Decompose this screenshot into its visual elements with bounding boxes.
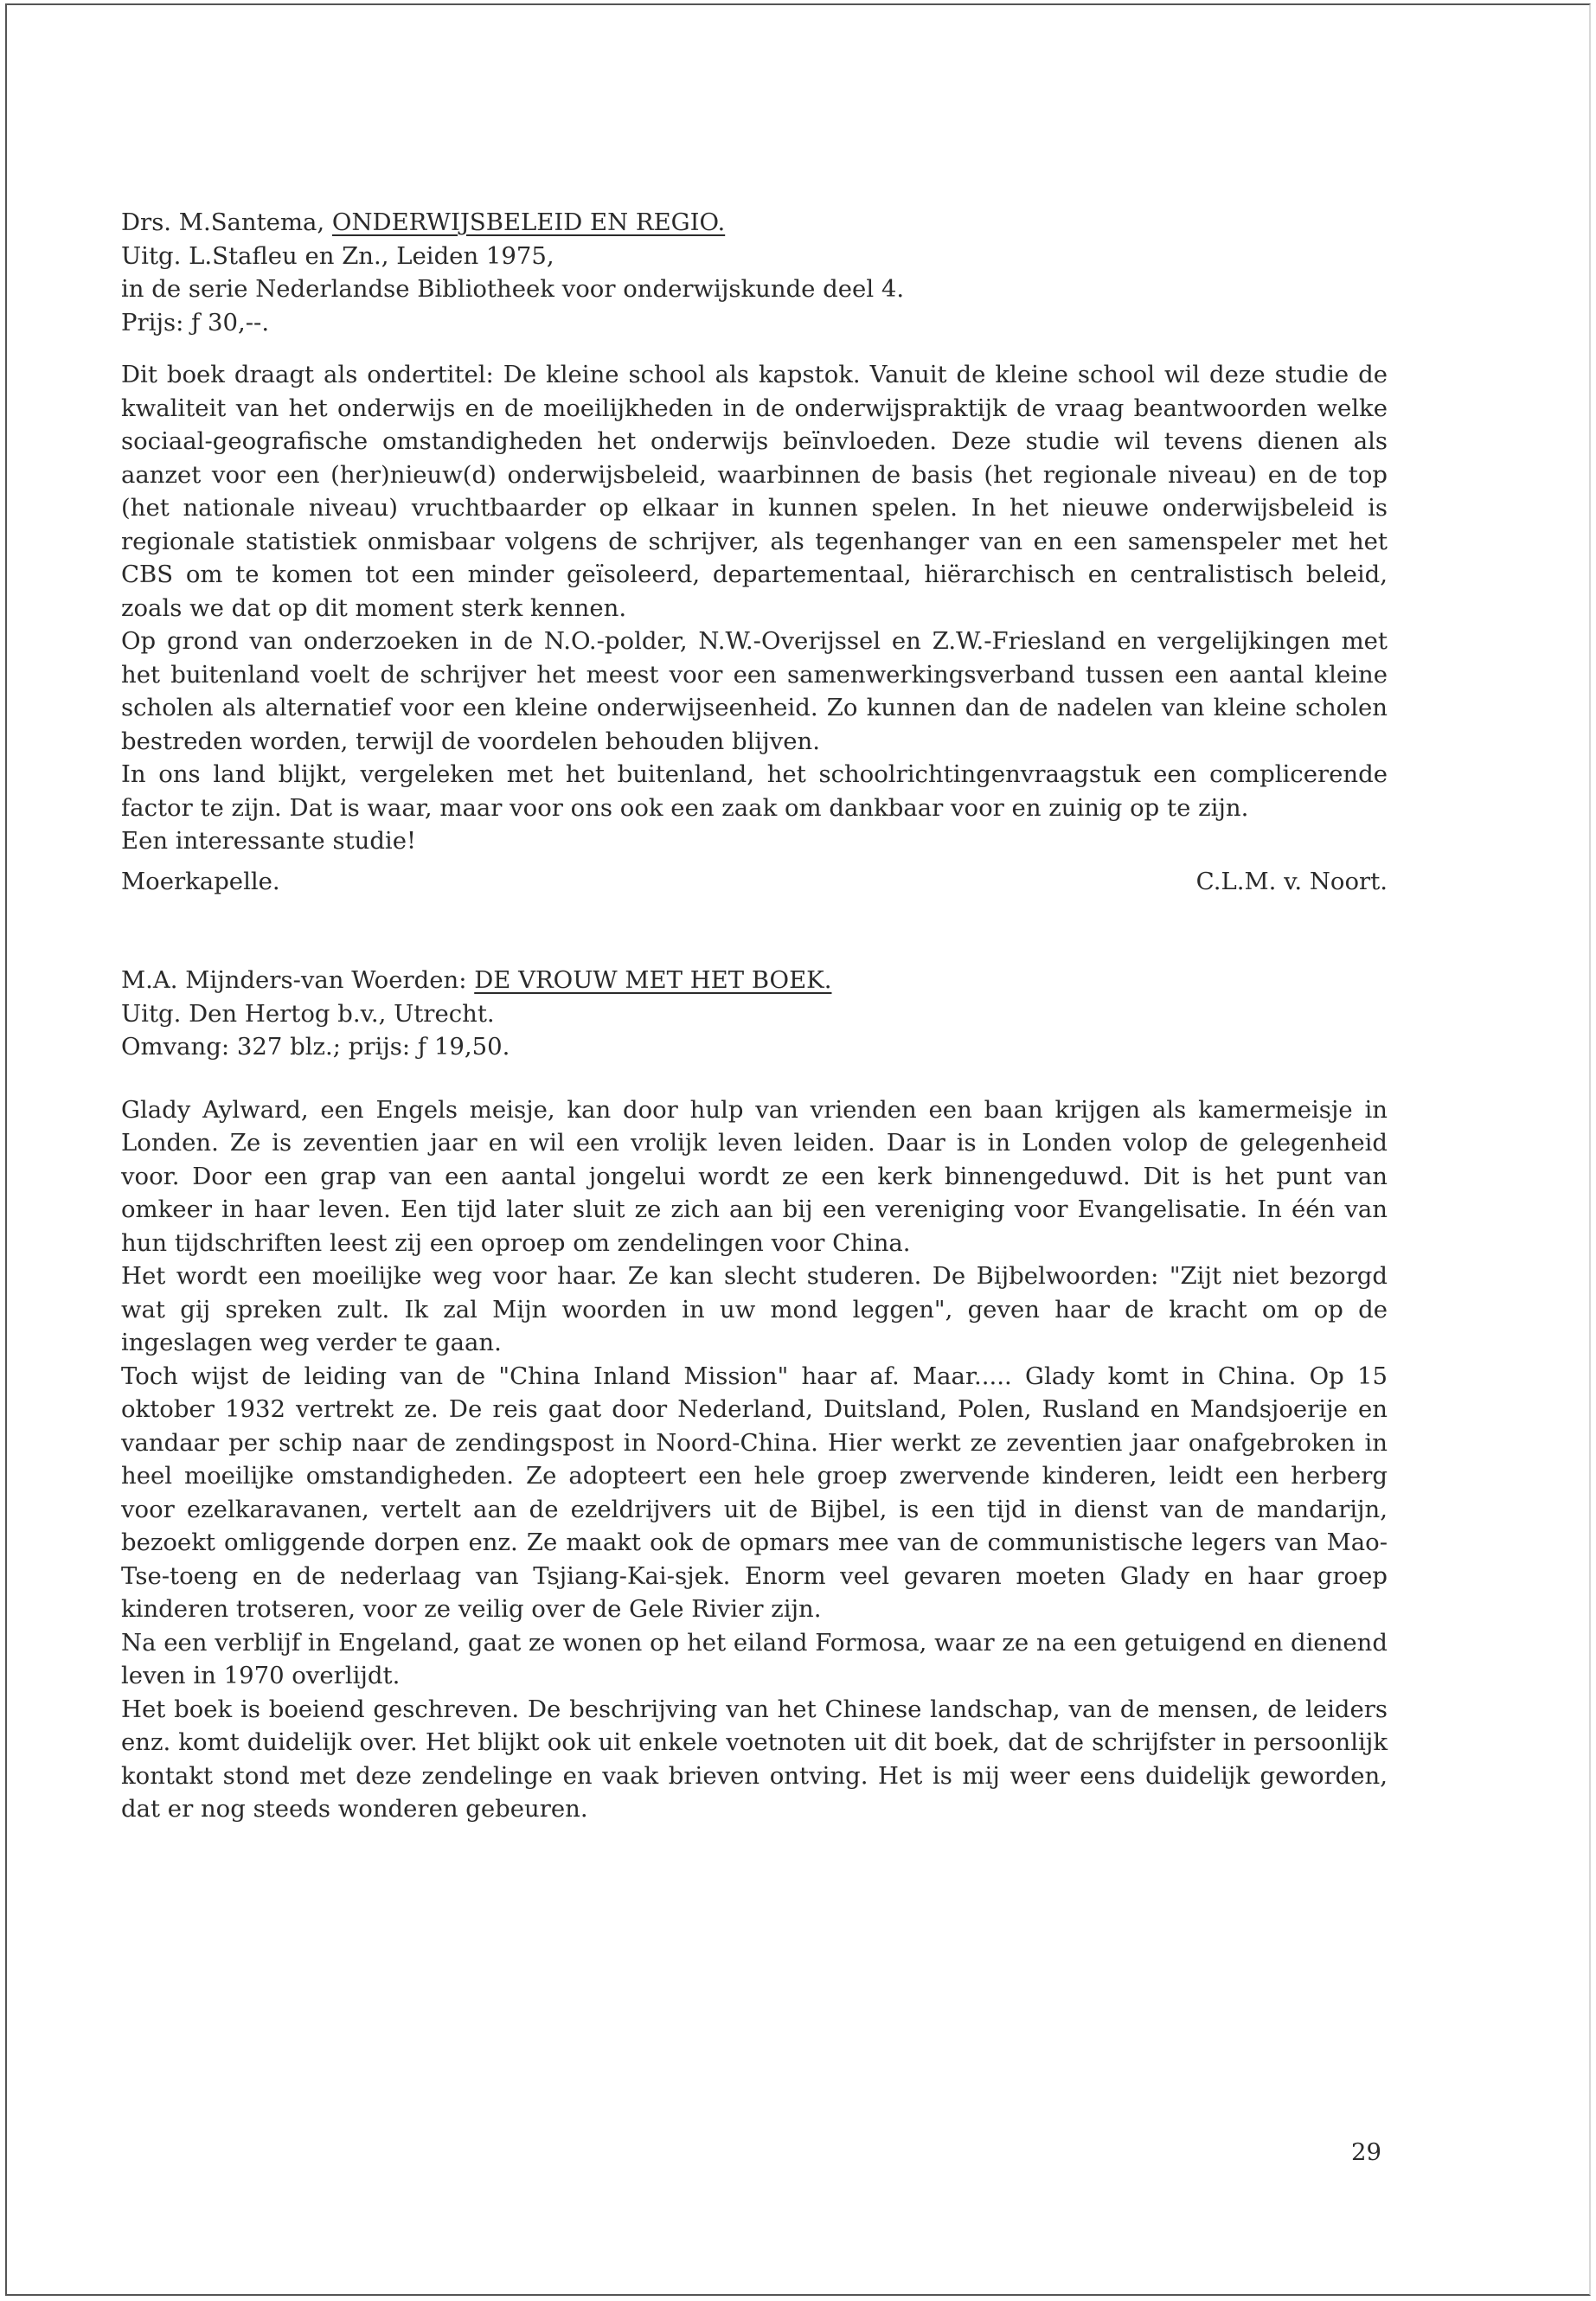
- review-1-book-title: ONDERWIJSBELEID EN REGIO.: [331, 208, 726, 236]
- review-1-paragraph: In ons land blijkt, vergeleken met het buitenland, het schoolrichtingenvraagstuk een complicerende factor te zijn. Dat is waar, maar voor ons ook een zaak om dankbaar voor en zuinig op te zijn.: [121, 760, 1388, 822]
- page-content: [121, 206, 1388, 1826]
- review-2-author: M.A. Mijnders-van Woerden:: [121, 966, 475, 994]
- review-1-signature-line: [121, 865, 1388, 899]
- review-mijnders: [121, 964, 1388, 1826]
- review-1-bibliography: [121, 206, 1388, 339]
- review-2-paragraph: Toch wijst de leiding van de "China Inland Mission" haar af. Maar..... Glady komt in China. Op 15 oktober 1932 vertrekt ze. De reis gaat door Nederland, Duitsland, Polen, Rusland en Mandsjoerije en vandaar per schip naar de zendingspost in Noord-China. Hier werkt ze zeventien jaar onafgebroken in heel moeilijke omstandigheden. Ze adopteert een hele groep zwervende kinderen, leidt een herberg voor ezelkaravanen, vertelt aan de ezeldrijvers uit de Bijbel, is een tijd in dienst van de mandarijn, bezoekt omliggende dorpen enz. Ze maakt ook de opmars mee van de communistische legers van Mao-Tse-toeng en de nederlaag van Tsjiang-Kai-sjek. Enorm veel gevaren moeten Glady en haar groep kinderen trotseren, voor ze veilig over de Gele Rivier zijn.: [121, 1362, 1388, 1623]
- review-2-book-title: DE VROUW MET HET BOEK.: [474, 966, 832, 994]
- review-2-paragraph: Na een verblijf in Engeland, gaat ze wonen op het eiland Formosa, waar ze na een getuigend en dienend leven in 1970 overlijdt.: [121, 1628, 1388, 1689]
- review-santema: [121, 206, 1388, 898]
- review-1-author: Drs. M.Santema,: [121, 208, 332, 236]
- review-2-publisher: Uitg. Den Hertog b.v., Utrecht.: [121, 999, 495, 1028]
- review-1-paragraph: Op grond van onderzoeken in de N.O.-polder, N.W.-Overijssel en Z.W.-Friesland en vergelijkingen met het buitenland voelt de schrijver het meest voor een samenwerkingsverband tussen een aantal kleine scholen als alternatief voor een kleine onderwijseenheid. Zo kunnen dan de nadelen van kleine scholen bestreden worden, terwijl de voordelen behouden blijven.: [121, 627, 1388, 755]
- review-1-reviewer: C.L.M. v. Noort.: [1195, 867, 1388, 895]
- page-number: 29: [1351, 2138, 1381, 2166]
- review-1-place: Moerkapelle.: [121, 867, 280, 895]
- review-2-paragraph: Glady Aylward, een Engels meisje, kan door hulp van vrienden een baan krijgen als kamermeisje in Londen. Ze is zeventien jaar en wil een vrolijk leven leiden. Daar is in Londen volop de gelegenheid voor. Door een grap van een aantal jongelui wordt ze een kerk binnengeduwd. Dit is het punt van omkeer in haar leven. Een tijd later sluit ze zich aan bij een vereniging voor Evangelisatie. In één van hun tijdschriften leest zij een oproep om zendelingen voor China.: [121, 1095, 1388, 1257]
- review-1-heading: [121, 206, 1388, 240]
- review-1-price: Prijs: ƒ 30,--.: [121, 308, 270, 336]
- review-2-body: [121, 1093, 1388, 1826]
- review-2-bibliography: [121, 964, 1388, 1064]
- review-2-price: Omvang: 327 blz.; prijs: ƒ 19,50.: [121, 1033, 510, 1061]
- review-1-series: in de serie Nederlandse Bibliotheek voor onderwijskunde deel 4.: [121, 275, 905, 303]
- review-1-closing: Een interessante studie!: [121, 827, 417, 855]
- review-1-publisher: Uitg. L.Stafleu en Zn., Leiden 1975,: [121, 241, 554, 270]
- review-2-heading: [121, 964, 1388, 997]
- review-2-paragraph: Het wordt een moeilijke weg voor haar. Ze kan slecht studeren. De Bijbelwoorden: "Zijt niet bezorgd wat gij spreken zult. Ik zal Mijn woorden in uw mond leggen", geven haar de kracht om op de ingeslagen weg verder te gaan.: [121, 1262, 1388, 1356]
- review-1-body: [121, 358, 1388, 858]
- review-2-paragraph: Het boek is boeiend geschreven. De beschrijving van het Chinese landschap, van de mensen, de leiders enz. komt duidelijk over. Het blijkt ook uit enkele voetnoten uit dit boek, dat de schrijfster in persoonlijk kontakt stond met deze zendelinge en vaak brieven ontving. Het is mij weer eens duidelijk geworden, dat er nog steeds wonderen gebeuren.: [121, 1695, 1388, 1823]
- review-1-paragraph: Dit boek draagt als ondertitel: De kleine school als kapstok. Vanuit de kleine school wil deze studie de kwaliteit van het onderwijs en de moeilijkheden in de onderwijspraktijk de vraag beantwoorden welke sociaal-geografische omstandigheden het onderwijs beïnvloeden. Deze studie wil tevens dienen als aanzet voor een (her)nieuw(d) onderwijsbeleid, waarbinnen de basis (het regionale niveau) en de top (het nationale niveau) vruchtbaarder op elkaar in kunnen spelen. In het nieuwe onderwijsbeleid is regionale statistiek onmisbaar volgens de schrijver, als tegenhanger van en een samenspeler met het CBS om te komen tot een minder geïsoleerd, departementaal, hiërarchisch en centralistisch beleid, zoals we dat op dit moment sterk kennen.: [121, 361, 1388, 622]
